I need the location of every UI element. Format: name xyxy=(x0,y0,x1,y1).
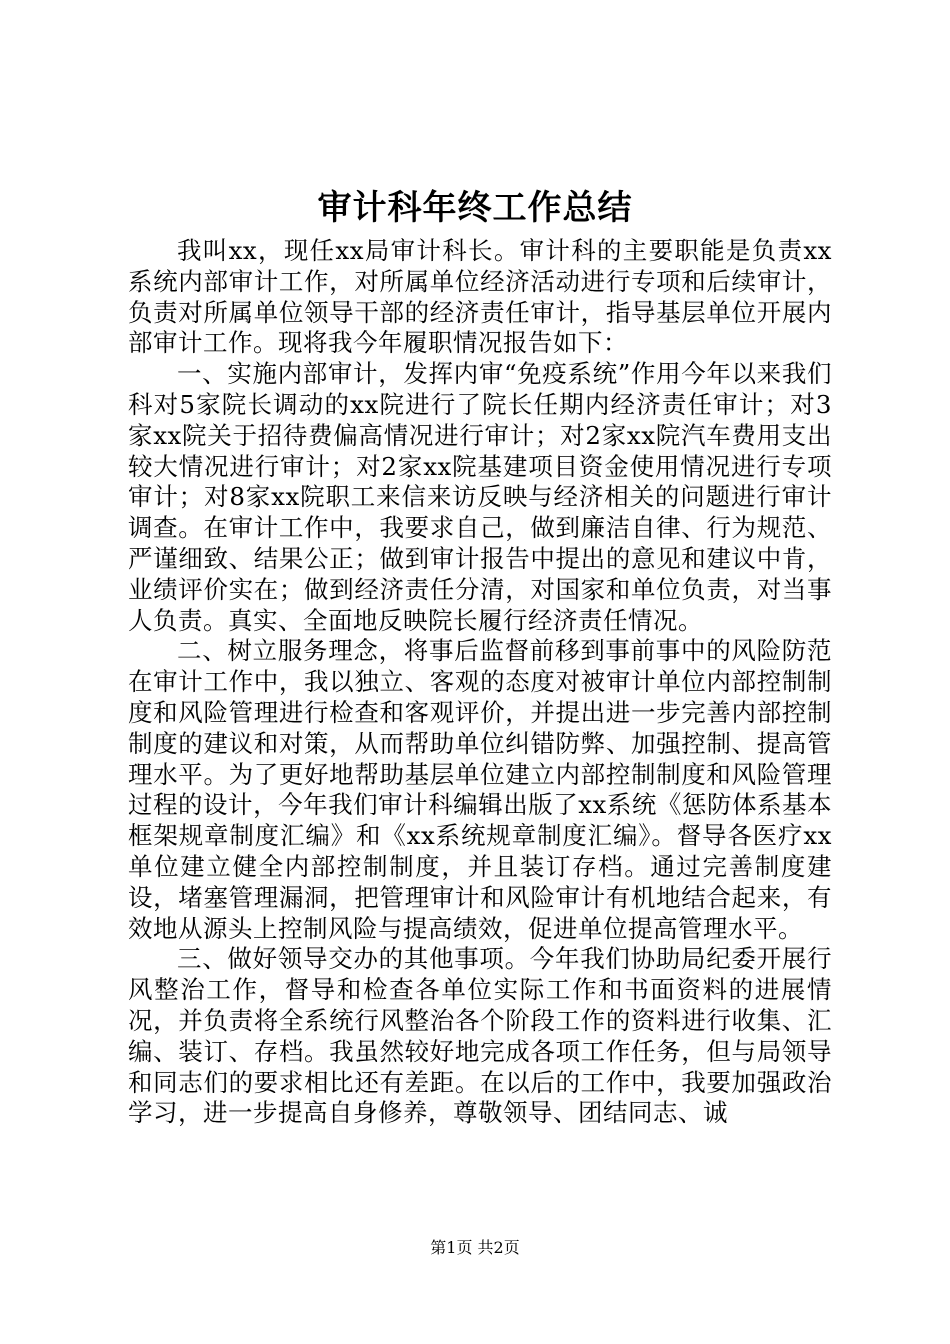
page-number-footer: 第1页 共2页 xyxy=(430,1238,520,1257)
paragraph-section-3: 三、做好领导交办的其他事项。今年我们协助局纪委开展行风整治工作，督导和检查各单位实际工作和书面资料的进展情况，并负责将全系统行风整治各个阶段工作的资料进行收集、汇编、装订、存档。我虽然较好地完成各项工作任务，但与局领导和同志们的要求相比还有差距。在以后的工作中，我要加强政治学习，进一步提高自身修养，尊敬领导、团结同志、诚 xyxy=(128,944,832,1128)
paragraph-intro: 我叫xx，现任xx局审计科长。审计科的主要职能是负责xx系统内部审计工作，对所属单位经济活动进行专项和后续审计，负责对所属单位领导干部的经济责任审计，指导基层单位开展内部审计工作。现将我今年履职情况报告如下： xyxy=(128,236,832,358)
document-body xyxy=(128,236,832,1129)
paragraph-section-1: 一、实施内部审计，发挥内审“免疫系统”作用今年以来我们科对5家院长调动的xx院进行了院长任期内经济责任审计；对3家xx院关于招待费偏高情况进行审计；对2家xx院汽车费用支出较大情况进行审计；对2家xx院基建项目资金使用情况进行专项审计；对8家xx院职工来信来访反映与经济相关的问题进行审计调查。在审计工作中，我要求自己，做到廉洁自律、行为规范、严谨细致、结果公正；做到审计报告中提出的意见和建议中肯，业绩评价实在；做到经济责任分清，对国家和单位负责，对当事人负责。真实、全面地反映院长履行经济责任情况。 xyxy=(128,359,832,635)
document-title: 审计科年终工作总结 xyxy=(317,188,633,228)
paragraph-section-2: 二、树立服务理念，将事后监督前移到事前事中的风险防范在审计工作中，我以独立、客观的态度对被审计单位内部控制制度和风险管理进行检查和客观评价，并提出进一步完善内部控制制度的建议和对策，从而帮助单位纠错防弊、加强控制、提高管理水平。为了更好地帮助基层单位建立内部控制制度和风险管理过程的设计，今年我们审计科编辑出版了xx系统《惩防体系基本框架规章制度汇编》和《xx系统规章制度汇编》。督导各医疗xx单位建立健全内部控制制度，并且装订存档。通过完善制度建设，堵塞管理漏洞，把管理审计和风险审计有机地结合起来，有效地从源头上控制风险与提高绩效，促进单位提高管理水平。 xyxy=(128,636,832,943)
